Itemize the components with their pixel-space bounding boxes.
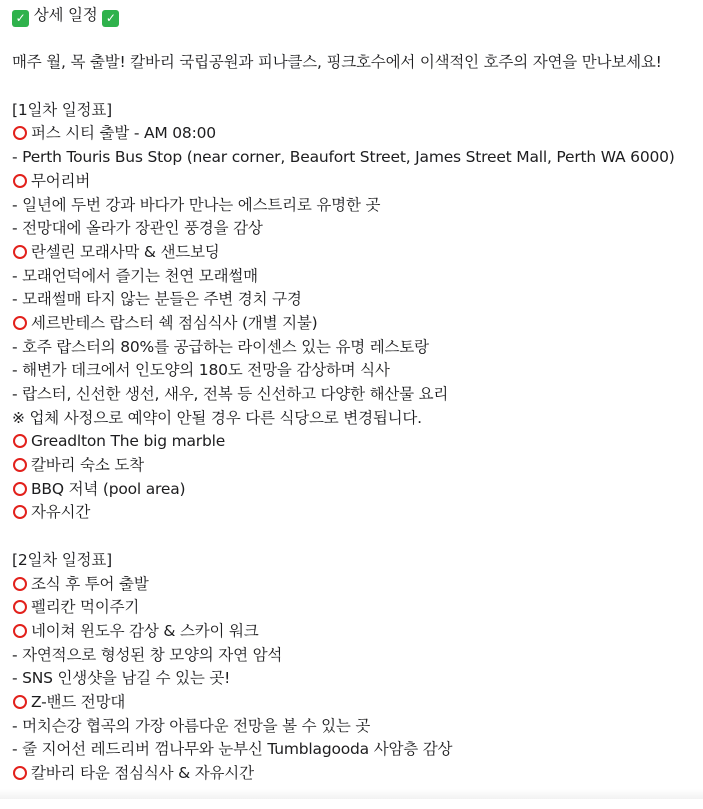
line-text: - 머치슨강 협곡의 가장 아름다운 전망을 볼 수 있는 곳 (12, 716, 371, 735)
itinerary-document (12, 4, 703, 809)
red-circle-icon (13, 174, 27, 188)
red-circle-icon (13, 505, 27, 519)
schedule-item (12, 596, 703, 620)
red-circle-icon (13, 766, 27, 780)
schedule-item (12, 691, 703, 715)
day1-schedule-list (12, 122, 703, 525)
line-text: 세르반테스 랍스터 쉑 점심식사 (개별 지불) (31, 313, 318, 332)
schedule-item (12, 241, 703, 265)
spacer (12, 525, 703, 549)
line-text: - 자연적으로 형성된 창 모양의 자연 암석 (12, 645, 283, 664)
check-icon: ✓ (102, 10, 119, 27)
schedule-detail (12, 383, 703, 407)
schedule-detail (12, 217, 703, 241)
red-circle-icon (13, 482, 27, 496)
schedule-item (12, 762, 703, 786)
schedule-item (12, 454, 703, 478)
line-text: 퍼스 시티 출발 - AM 08:00 (31, 124, 216, 143)
intro-text: 매주 월, 목 출발! 칼바리 국립공원과 피나클스, 핑크호수에서 이색적인 호주의 자연을 만나보세요! (12, 53, 662, 72)
title-text: 상세 일정 (29, 6, 103, 24)
line-text: - 호주 랍스터의 80%를 공급하는 라이센스 있는 유명 레스토랑 (12, 337, 429, 356)
line-text: - 모래언덕에서 즐기는 천연 모래썰매 (12, 266, 258, 285)
day1-heading: [1일차 일정표] (12, 100, 112, 119)
line-text: 칼바리 숙소 도착 (31, 456, 144, 475)
schedule-detail (12, 407, 703, 431)
line-text: - 일년에 두번 강과 바다가 만나는 에스트리로 유명한 곳 (12, 195, 381, 214)
schedule-detail (12, 336, 703, 360)
schedule-item (12, 478, 703, 502)
line-text: - SNS 인생샷을 남길 수 있는 곳! (12, 669, 231, 688)
schedule-detail (12, 644, 703, 668)
red-circle-icon (13, 458, 27, 472)
day2-schedule-list (12, 573, 703, 786)
line-text: - 줄 지어선 레드리버 껌나무와 눈부신 Tumblagooda 사암층 감상 (12, 740, 453, 759)
line-text: 자유시간 (31, 503, 91, 522)
line-text: 란셀린 모래사막 & 샌드보딩 (31, 242, 220, 261)
schedule-detail (12, 194, 703, 218)
check-icon: ✓ (12, 10, 29, 27)
spacer (12, 75, 703, 99)
line-text: ※ 업체 사정으로 예약이 안될 경우 다른 식당으로 변경됩니다. (12, 408, 422, 427)
schedule-item (12, 312, 703, 336)
line-text: - Perth Touris Bus Stop (near corner, Beaufort Street, James Street Mall, Perth WA 6000) (12, 148, 675, 167)
schedule-detail (12, 265, 703, 289)
red-circle-icon (13, 245, 27, 259)
line-text: 네이쳐 윈도우 감상 & 스카이 워크 (31, 621, 259, 640)
line-text: - 전망대에 올라가 장관인 풍경을 감상 (12, 219, 263, 238)
line-text: 조식 후 투어 출발 (31, 574, 149, 593)
schedule-item (12, 122, 703, 146)
line-text: 펠리칸 먹이주기 (31, 598, 140, 617)
schedule-item (12, 501, 703, 525)
schedule-item (12, 620, 703, 644)
schedule-detail (12, 288, 703, 312)
red-circle-icon (13, 577, 27, 591)
schedule-detail (12, 359, 703, 383)
schedule-detail (12, 667, 703, 691)
red-circle-icon (13, 695, 27, 709)
red-circle-icon (13, 434, 27, 448)
schedule-item (12, 430, 703, 454)
line-text: 칼바리 타운 점심식사 & 자유시간 (31, 764, 254, 782)
schedule-detail (12, 738, 703, 762)
schedule-detail (12, 146, 703, 170)
schedule-detail (12, 715, 703, 739)
line-text: BBQ 저녁 (pool area) (31, 479, 186, 498)
day2-heading: [2일차 일정표] (12, 550, 112, 569)
line-text: - 모래썰매 타지 않는 분들은 주변 경치 구경 (12, 290, 302, 309)
red-circle-icon (13, 624, 27, 638)
line-text: - 해변가 데크에서 인도양의 180도 전망을 감상하며 식사 (12, 361, 390, 380)
schedule-item (12, 170, 703, 194)
line-text: Greadlton The big marble (31, 432, 226, 451)
spacer (12, 28, 703, 52)
line-text: 무어리버 (31, 171, 91, 190)
line-text: - 랍스터, 신선한 생선, 새우, 전복 등 신선하고 다양한 해산물 요리 (12, 385, 449, 403)
red-circle-icon (13, 316, 27, 330)
line-text: Z-밴드 전망대 (31, 692, 126, 711)
red-circle-icon (13, 600, 27, 614)
red-circle-icon (13, 126, 27, 140)
bottom-fade (0, 789, 703, 799)
schedule-item (12, 573, 703, 597)
detail-schedule-title (12, 4, 703, 28)
